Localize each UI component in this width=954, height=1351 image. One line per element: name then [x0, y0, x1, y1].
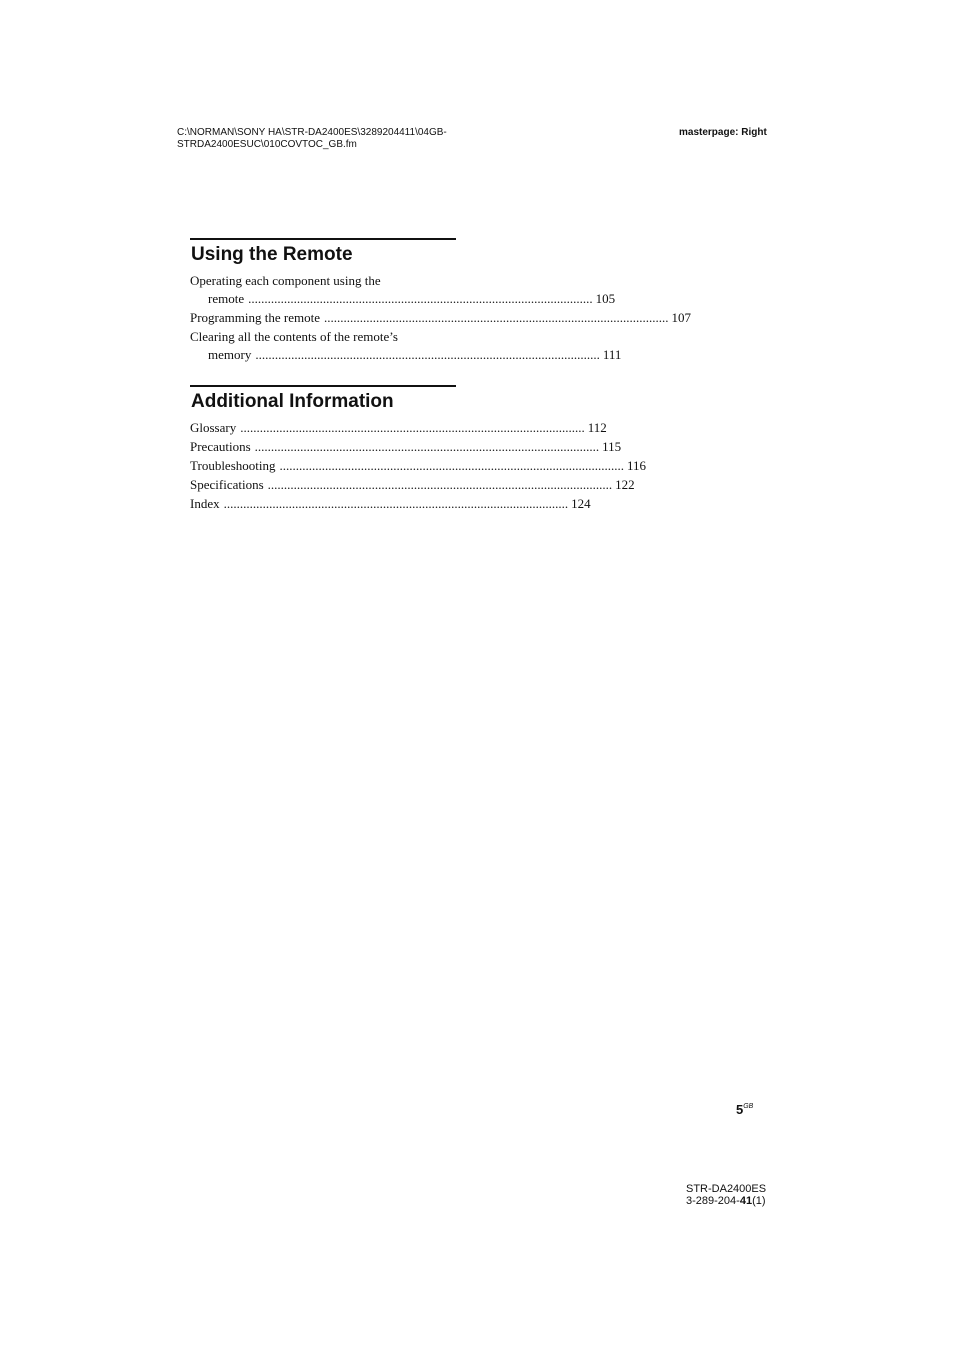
toc-entry-page: 105	[595, 291, 616, 306]
toc-entry-page: 116	[626, 458, 647, 473]
toc-list	[190, 272, 691, 364]
toc-entry-page: 124	[571, 496, 591, 511]
footer-code-bold: 41	[739, 1195, 753, 1207]
toc-entry-title: Clearing all the contents of the remote’s	[190, 329, 398, 344]
footer-model-info	[686, 1183, 766, 1207]
file-path	[177, 127, 447, 151]
toc-entry-page: 122	[615, 477, 635, 492]
toc-entry-title: Glossary	[190, 420, 237, 435]
leader-dots: ..........................................................................................................	[248, 291, 593, 306]
toc-entry-page: 111	[602, 347, 622, 362]
toc-entry-title-cont: memory	[208, 347, 252, 362]
toc-entry-title: Index	[190, 496, 220, 511]
page-number-suffix: GB	[743, 1103, 754, 1110]
page-number	[736, 1102, 753, 1117]
file-path-line2: STRDA2400ESUC\010COVTOC_GB.fm	[177, 139, 357, 150]
toc-entry-title: Programming the remote	[190, 310, 320, 325]
footer-model: STR-DA2400ES	[686, 1183, 767, 1195]
leader-dots: ..........................................................................................................	[323, 310, 669, 325]
toc-list	[190, 419, 647, 513]
toc-entry[interactable]	[190, 328, 622, 364]
leader-dots: ..........................................................................................................	[267, 477, 613, 492]
toc-entry-page: 107	[671, 310, 691, 325]
masterpage-label: masterpage: Right	[679, 127, 767, 138]
toc-entry[interactable]	[190, 309, 691, 327]
toc-entry[interactable]	[190, 272, 616, 308]
toc-entry[interactable]	[190, 438, 622, 456]
leader-dots: ..........................................................................................................	[223, 496, 569, 511]
leader-dots: ..........................................................................................................	[255, 347, 600, 362]
toc-entry-page: 115	[602, 439, 622, 454]
section-heading: Using the Remote	[191, 244, 353, 265]
footer-code-suffix: (1)	[752, 1195, 766, 1207]
toc-entry-title-cont: remote	[208, 291, 245, 306]
toc-entry[interactable]	[190, 419, 607, 437]
toc-entry-page: 112	[587, 420, 607, 435]
toc-entry[interactable]	[190, 476, 635, 494]
toc-entry-title: Specifications	[190, 477, 264, 492]
toc-section-using-the-remote	[190, 238, 691, 365]
footer-code	[686, 1195, 766, 1207]
page-number-value: 5	[736, 1102, 744, 1117]
leader-dots: ..........................................................................................................	[279, 458, 624, 473]
toc-entry-title: Precautions	[190, 439, 251, 454]
file-path-line1: C:\NORMAN\SONY HA\STR-DA2400ES\3289204411\04GB-	[177, 127, 447, 138]
section-rule	[190, 238, 456, 240]
toc-entry-title: Operating each component using the	[190, 273, 381, 288]
toc-section-additional-information	[190, 385, 647, 514]
section-heading: Additional Information	[191, 391, 394, 412]
leader-dots: ..........................................................................................................	[254, 439, 600, 454]
section-rule	[190, 385, 456, 387]
leader-dots: ..........................................................................................................	[240, 420, 585, 435]
toc-entry-title: Troubleshooting	[190, 458, 276, 473]
toc-entry[interactable]	[190, 457, 647, 475]
footer-code-prefix: 3-289-204-	[686, 1195, 740, 1207]
toc-entry[interactable]	[190, 495, 591, 513]
